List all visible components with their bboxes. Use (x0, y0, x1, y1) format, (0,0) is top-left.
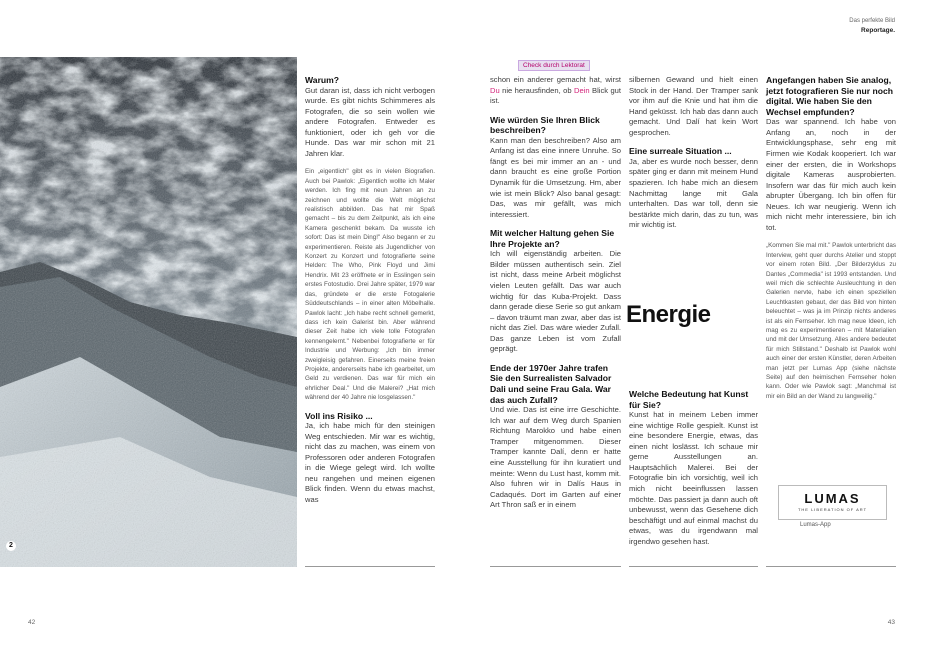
narrative-paragraph: Ein „eigentlich" gibt es in vielen Biografien. Auch bei Pawlok: „Eigentlich wollte ich Maler werden. Ich fing mit neun Jahren an zu zeichnen und wollte die Welt möglichst realistisch abbilden. Das hat mir Spaß gemacht – bis zu dem Zeitpunkt, als ich eine Kamera geschenkt bekam. Da wusste ich sofort: Das ist mein Ding!" Also begann er zu experimentieren. Reiste als Jugendlicher von Konzert zu Konzert und fotografierte seine Helden: The Who, Pink Floyd und Jimi Hendrix. Mit 23 eröffnete er in Esslingen sein erstes Fotostudio. Drei Jahre später, 1979 war das, gründete er die erste Fotogalerie Süddeutschlands – in einer alten Möbelhalle. Pawlok lacht: „Ich habe recht schnell gemerkt, dass ich kein Galerist bin. Aber während dieser Zeit habe ich viele tolle Fotografen kennengelernt." Nebenbei fotografierte er für Industrie und Werbung: „Ich bin immer zweigleisig gefahren. Einerseits meine freien Projekte, andererseits habe ich gearbeitet, um Geld zu verdienen. Das war für mich ein ehrlicher Deal." Und die Malerei? „Hat mich während der 40 Jahre nie losgelassen." (305, 168, 435, 402)
answer-paragraph: Kunst hat in meinem Leben immer eine wichtige Rolle gespielt. Kunst ist eine besondere Energie, etwas, das einen nicht loslässt. Ich schaue mir gerne Ausstellungen an. Hauptsächlich Malerei. Bei der Fotografie bin ich vorsichtig, weil ich mich nicht beeinflussen lassen möchte. Das passiert ja dann auch oft unbewusst, wenn das Gesehene dich beschäftigt und auf einmal machst du etwas, was du irgendwann mal irgendwo gesehen hast. (629, 410, 758, 546)
pull-word: Energie (626, 301, 711, 328)
answer-paragraph: Kann man den beschreiben? Also am Anfang ist das eine innere Unruhe. So fängt es bei mir immer an an - und dann braucht es eine große Portion Dynamik für die Umsetzung. Hm, aber wie ist mein Blick? Also banal gesagt: Das, was mir gefällt, was mich interessiert. (490, 135, 621, 219)
question-haltung: Mit welcher Haltung gehen Sie Ihre Projekte an? (490, 228, 615, 249)
answer-paragraph: Das war spannend. Ich habe von Anfang an, noch in der Entwicklungsphase, sehr eng mit Firmen wie Kodak kooperiert. Ich war einer der ersten, die in Workshops digitale Kameras ausprobierten. Insofern war das für mich auch kein abrupter Übergang. Ich bin offen für Neues. Ich war neugierig. Wenn ich mich nicht mehr interessiere, bin ich tot. (766, 117, 896, 232)
column-rule (305, 566, 435, 567)
answer-paragraph: Gut daran ist, dass ich nicht verbogen wurde. Es gibt nichts Schimmeres als Fotografen, die so sein wollen wie andere Fotografen. Entweder es funktioniert, oder ich geh vor die Hunde. Das war mir schon mit 21 Jahren klar. (305, 85, 435, 158)
column-1 (305, 75, 435, 506)
question-blick: Wie würden Sie Ihren Blick beschreiben? (490, 114, 600, 136)
lumas-logo-box[interactable] (778, 485, 887, 520)
question-kunst: Welche Bedeutung hat Kunst für Sie? (629, 389, 749, 410)
question-warum: Warum? (305, 75, 340, 85)
answer-paragraph: Ja, aber es wurde noch besser, denn später ging er dann mit meinem Hund spazieren. Ich habe mich an diesem Nachmittag lange mit Gala unterhalten. Das war toll, denn sie bestärkte mich darin, das zu tun, was mir wichtig ist. (629, 156, 758, 230)
column-3 (629, 75, 758, 231)
question-risiko: Voll ins Risiko ... (305, 410, 373, 421)
cloud-landscape-photo (0, 57, 297, 567)
section-title: Das perfekte Bild (849, 18, 895, 24)
page-number-left: 42 (28, 619, 36, 626)
answer-paragraph: Ja, ich habe mich für den steinigen Weg entschieden. Mir war es wichtig, nicht das zu machen, was einem von Professoren oder anderen Fotografen in die Wiege gelegt wird. Ich wollte neu rangehen und meinen eigenen Blick finden. Wenn du etwas machst, was (305, 421, 435, 504)
column-4 (766, 75, 896, 401)
column-2 (490, 75, 621, 511)
question-dali: Ende der 1970er Jahre trafen Sie den Surrealisten Salvador Dali und seine Frau Gala. War das auch Zufall? (490, 362, 612, 405)
page-number-right: 43 (887, 619, 895, 626)
column-rule (766, 566, 896, 567)
question-analog: Angefangen haben Sie analog, jetzt fotografieren Sie nur noch digital. Wie haben Sie den Wechsel empfunden? (766, 75, 894, 117)
review-tag: Check durch Lektorat (518, 60, 590, 71)
category-label: Reportage. (861, 27, 895, 34)
answer-paragraph: schon ein anderer gemacht hat, wirst Du nie herausfinden, ob Dein Blick gut ist. (490, 75, 622, 106)
answer-paragraph: Und wie. Das ist eine irre Geschichte. Ich war auf dem Weg durch Spanien Richtung Marokko und habe einen Tramper mitgenommen. Dieser Tramper kannte Dalí, denn er hatte eine Ausstellung für ihn kuratiert und meinte: Wenn du Lust hast, komm mit. Also fuhren wir in Dalís Haus in Cadaqués. Dort im Garten auf einer Art Thron saß er in einem (490, 405, 621, 510)
lumas-tagline: THE LIBERATION OF ART (797, 507, 868, 512)
column-rule (629, 566, 758, 567)
lumas-logo: LUMAS (804, 491, 861, 506)
narrative-paragraph: „Kommen Sie mal mit." Pawlok unterbricht das Interview, geht quer durchs Atelier und stoppt vor einem roten Bild. „Der Bilderzyklus zu Dantes „Commedia" ist 1993 entstanden. Und weil mich die schlechte Ausleuchtung in den Galerien nervte, habe ich einen speziellen Leuchtkasten gebaut, der das Bild von hinten beleuchtet – was ja im Prinzip nichts anderes ist als ein Fernseher. Ich mag neue Ideen, ich mag es zu experimentieren – mit Materialien und mit der Umsetzung. Alles andere bedeutet für mich Stillstand." Deshalb ist Pawlok wohl auch einer der ersten Künstler, deren Arbeiten man jetzt per Lumas App (siehe nächste Seite) auf den heimischen Fernseher holen kann. Oder wie Pawlok sagt: „Manchmal ist mir ein Bild an der Wand zu langweilig." (766, 242, 896, 400)
column-3-lower (629, 389, 758, 547)
photo-number-badge: 2 (6, 541, 16, 551)
answer-paragraph: Ich will eigenständig arbeiten. Die Bilder müssen authentisch sein. Ziel ist nicht, dass meine Arbeit möglichst vielen Leuten gefällt. Das war auch wichtig für das Kuba-Projekt. Dass dann gerade diese Serie so gut ankam – davon träumt man zwar, aber das ist nicht das Ziel. Das wäre wieder Zufall. Das ganze Leben ist vom Zufall geprägt. (490, 249, 621, 354)
column-rule (490, 566, 621, 567)
question-surreal: Eine surreale Situation ... (629, 146, 732, 157)
answer-paragraph: silbernen Gewand und hielt einen Stock in der Hand. Der Tramper sank vor ihm auf die Knie und hat ihm die Hand geküsst. Ich hab das dann auch gemacht. Und Dalí hat kein Wort gesprochen. (629, 75, 758, 137)
lumas-caption: Lumas-App (800, 522, 831, 528)
